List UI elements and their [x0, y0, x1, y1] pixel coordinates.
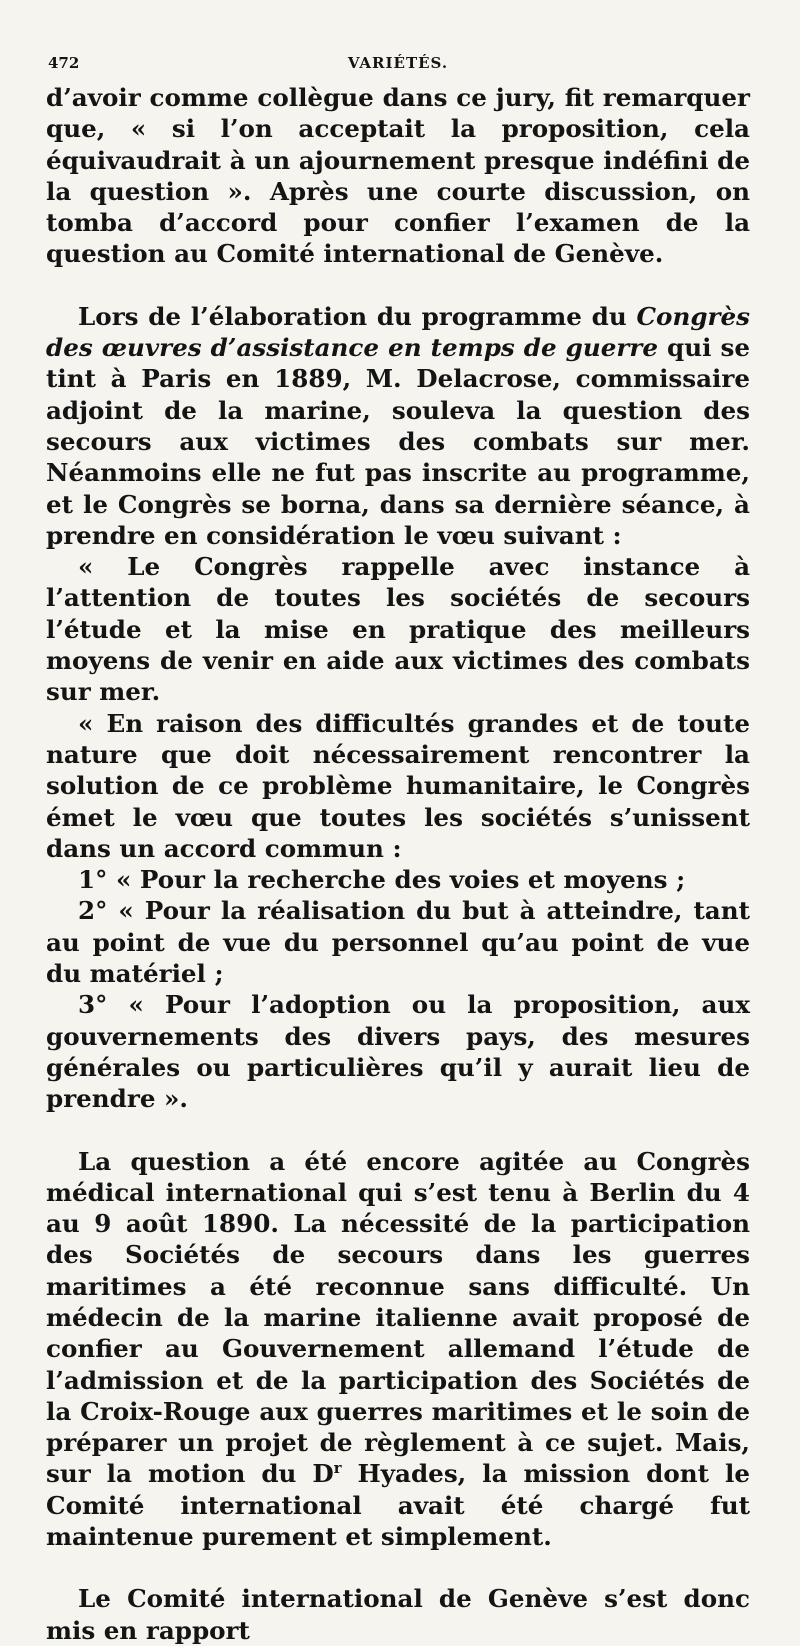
body-text: [46, 82, 750, 1646]
paragraph-congress-1889: [46, 301, 750, 551]
list-item: 3° « Pour l’adoption ou la proposition, aux gouvernements des divers pays, des mesures générales ou particulières qu’il y aurait lieu de prendre ».: [46, 990, 750, 1114]
paragraph-final: Le Comité international de Genève s’est donc mis en rapport: [46, 1584, 750, 1645]
running-head: [46, 52, 750, 82]
page-number: 472: [48, 54, 80, 72]
quote-paragraph-2: « En raison des difficultés grandes et de toute nature que doit nécessairement rencontrer la solution de ce problème humanitaire, le Congrès émet le vœu que toutes les sociétés s’unissent dans un accord commun :: [46, 708, 750, 863]
running-title: VARIÉTÉS.: [347, 54, 449, 72]
paragraph-text: La question a été encore agitée au Congrès médical international qui s’est tenu à Berlin du 4 au 9 août 1890. La nécessité de la participation des Sociétés de secours dans les guerres maritimes a été reconnue sans difficulté. Un médecin de la marine italienne avait proposé de confier au Gouvernement allemand l’étude de l’admission et de la participation des Sociétés de la Croix-Rouge aux guerres maritimes et le soin de préparer un projet de règlement à ce sujet. Mais, sur la motion du D: [46, 1146, 750, 1489]
list-item: 1° « Pour la recherche des voies et moyens ;: [78, 865, 686, 895]
paragraph-text: Lors de l’élaboration du programme du: [78, 301, 637, 331]
paragraph-continuation: d’avoir comme collègue dans ce jury, fit remarquer que, « si l’on acceptait la proposition, cela équivaudrait à un ajournement presque indéfini de la question ». Après une courte discussion, on tomba d’accord pour confier l’examen de la question au Comité international de Genève.: [46, 83, 750, 269]
paragraph-text: Hyades, la mission dont le Comité international avait été chargé fut maintenue purement et simplement.: [46, 1459, 750, 1552]
paragraph-text: qui se tint à Paris en 1889, M. Delacrose, commissaire adjoint de la marine, souleva la question des secours aux victimes des combats sur mer. Néanmoins elle ne fut pas inscrite au programme, et le Congrès se borna, dans sa dernière séance, à prendre en considération le vœu suivant :: [46, 333, 750, 550]
list-item: 2° « Pour la réalisation du but à atteindre, tant au point de vue du personnel qu’au point de vue du matériel ;: [46, 896, 750, 989]
superscript: r: [333, 1460, 342, 1478]
paragraph-berlin-1890: [46, 1146, 750, 1553]
quote-paragraph-1: « Le Congrès rappelle avec instance à l’attention de toutes les sociétés de secours l’étude et la mise en pratique des meilleurs moyens de venir en aide aux victimes des combats sur mer.: [46, 552, 750, 707]
congress-title: Congrès des œuvres d’assistance en temps de guerre: [46, 301, 750, 363]
